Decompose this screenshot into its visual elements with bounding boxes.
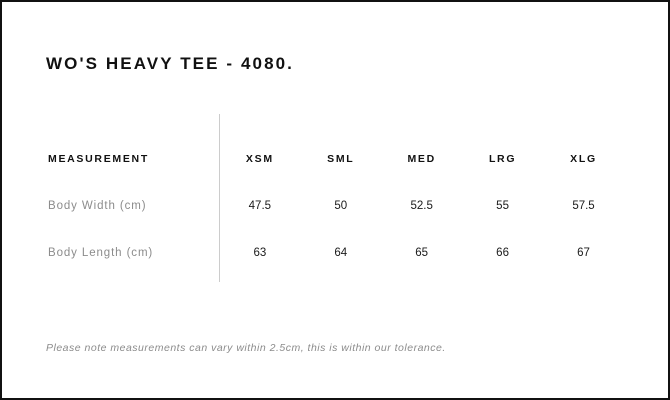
- row-label-body-length: Body Length (cm): [48, 246, 154, 259]
- page-title: WO'S HEAVY TEE - 4080.: [46, 54, 295, 73]
- column-header-xsm: XSM: [245, 153, 274, 165]
- cell-body-width-lrg: 55: [496, 199, 509, 212]
- column-header-sml: SML: [327, 153, 355, 165]
- page-content: [2, 2, 668, 398]
- tolerance-note: Please note measurements can vary within 2.5cm, this is within our tolerance.: [46, 342, 446, 354]
- cell-body-length-med: 65: [415, 246, 429, 259]
- table-row: [46, 182, 624, 229]
- table-header: [46, 136, 624, 182]
- cell-body-width-xsm: 47.5: [248, 199, 272, 212]
- cell-body-length-xsm: 63: [253, 246, 267, 259]
- table-body: [46, 182, 624, 276]
- table-header-row: [46, 136, 624, 182]
- cell-body-width-xlg: 57.5: [572, 199, 595, 212]
- table-row: [46, 229, 624, 276]
- cell-body-width-sml: 50: [334, 199, 348, 212]
- column-header-lrg: LRG: [488, 153, 517, 165]
- cell-body-length-sml: 64: [334, 246, 348, 259]
- row-label-body-width: Body Width (cm): [48, 199, 147, 212]
- cell-body-length-lrg: 66: [496, 246, 509, 259]
- size-table-container: [46, 136, 624, 276]
- column-divider: [219, 114, 220, 282]
- cell-body-width-med: 52.5: [410, 199, 433, 212]
- size-table: [46, 136, 624, 276]
- column-header-xlg: XLG: [570, 153, 597, 165]
- column-header-measurement: MEASUREMENT: [48, 153, 149, 165]
- column-header-med: MED: [407, 153, 436, 165]
- cell-body-length-xlg: 67: [577, 246, 590, 259]
